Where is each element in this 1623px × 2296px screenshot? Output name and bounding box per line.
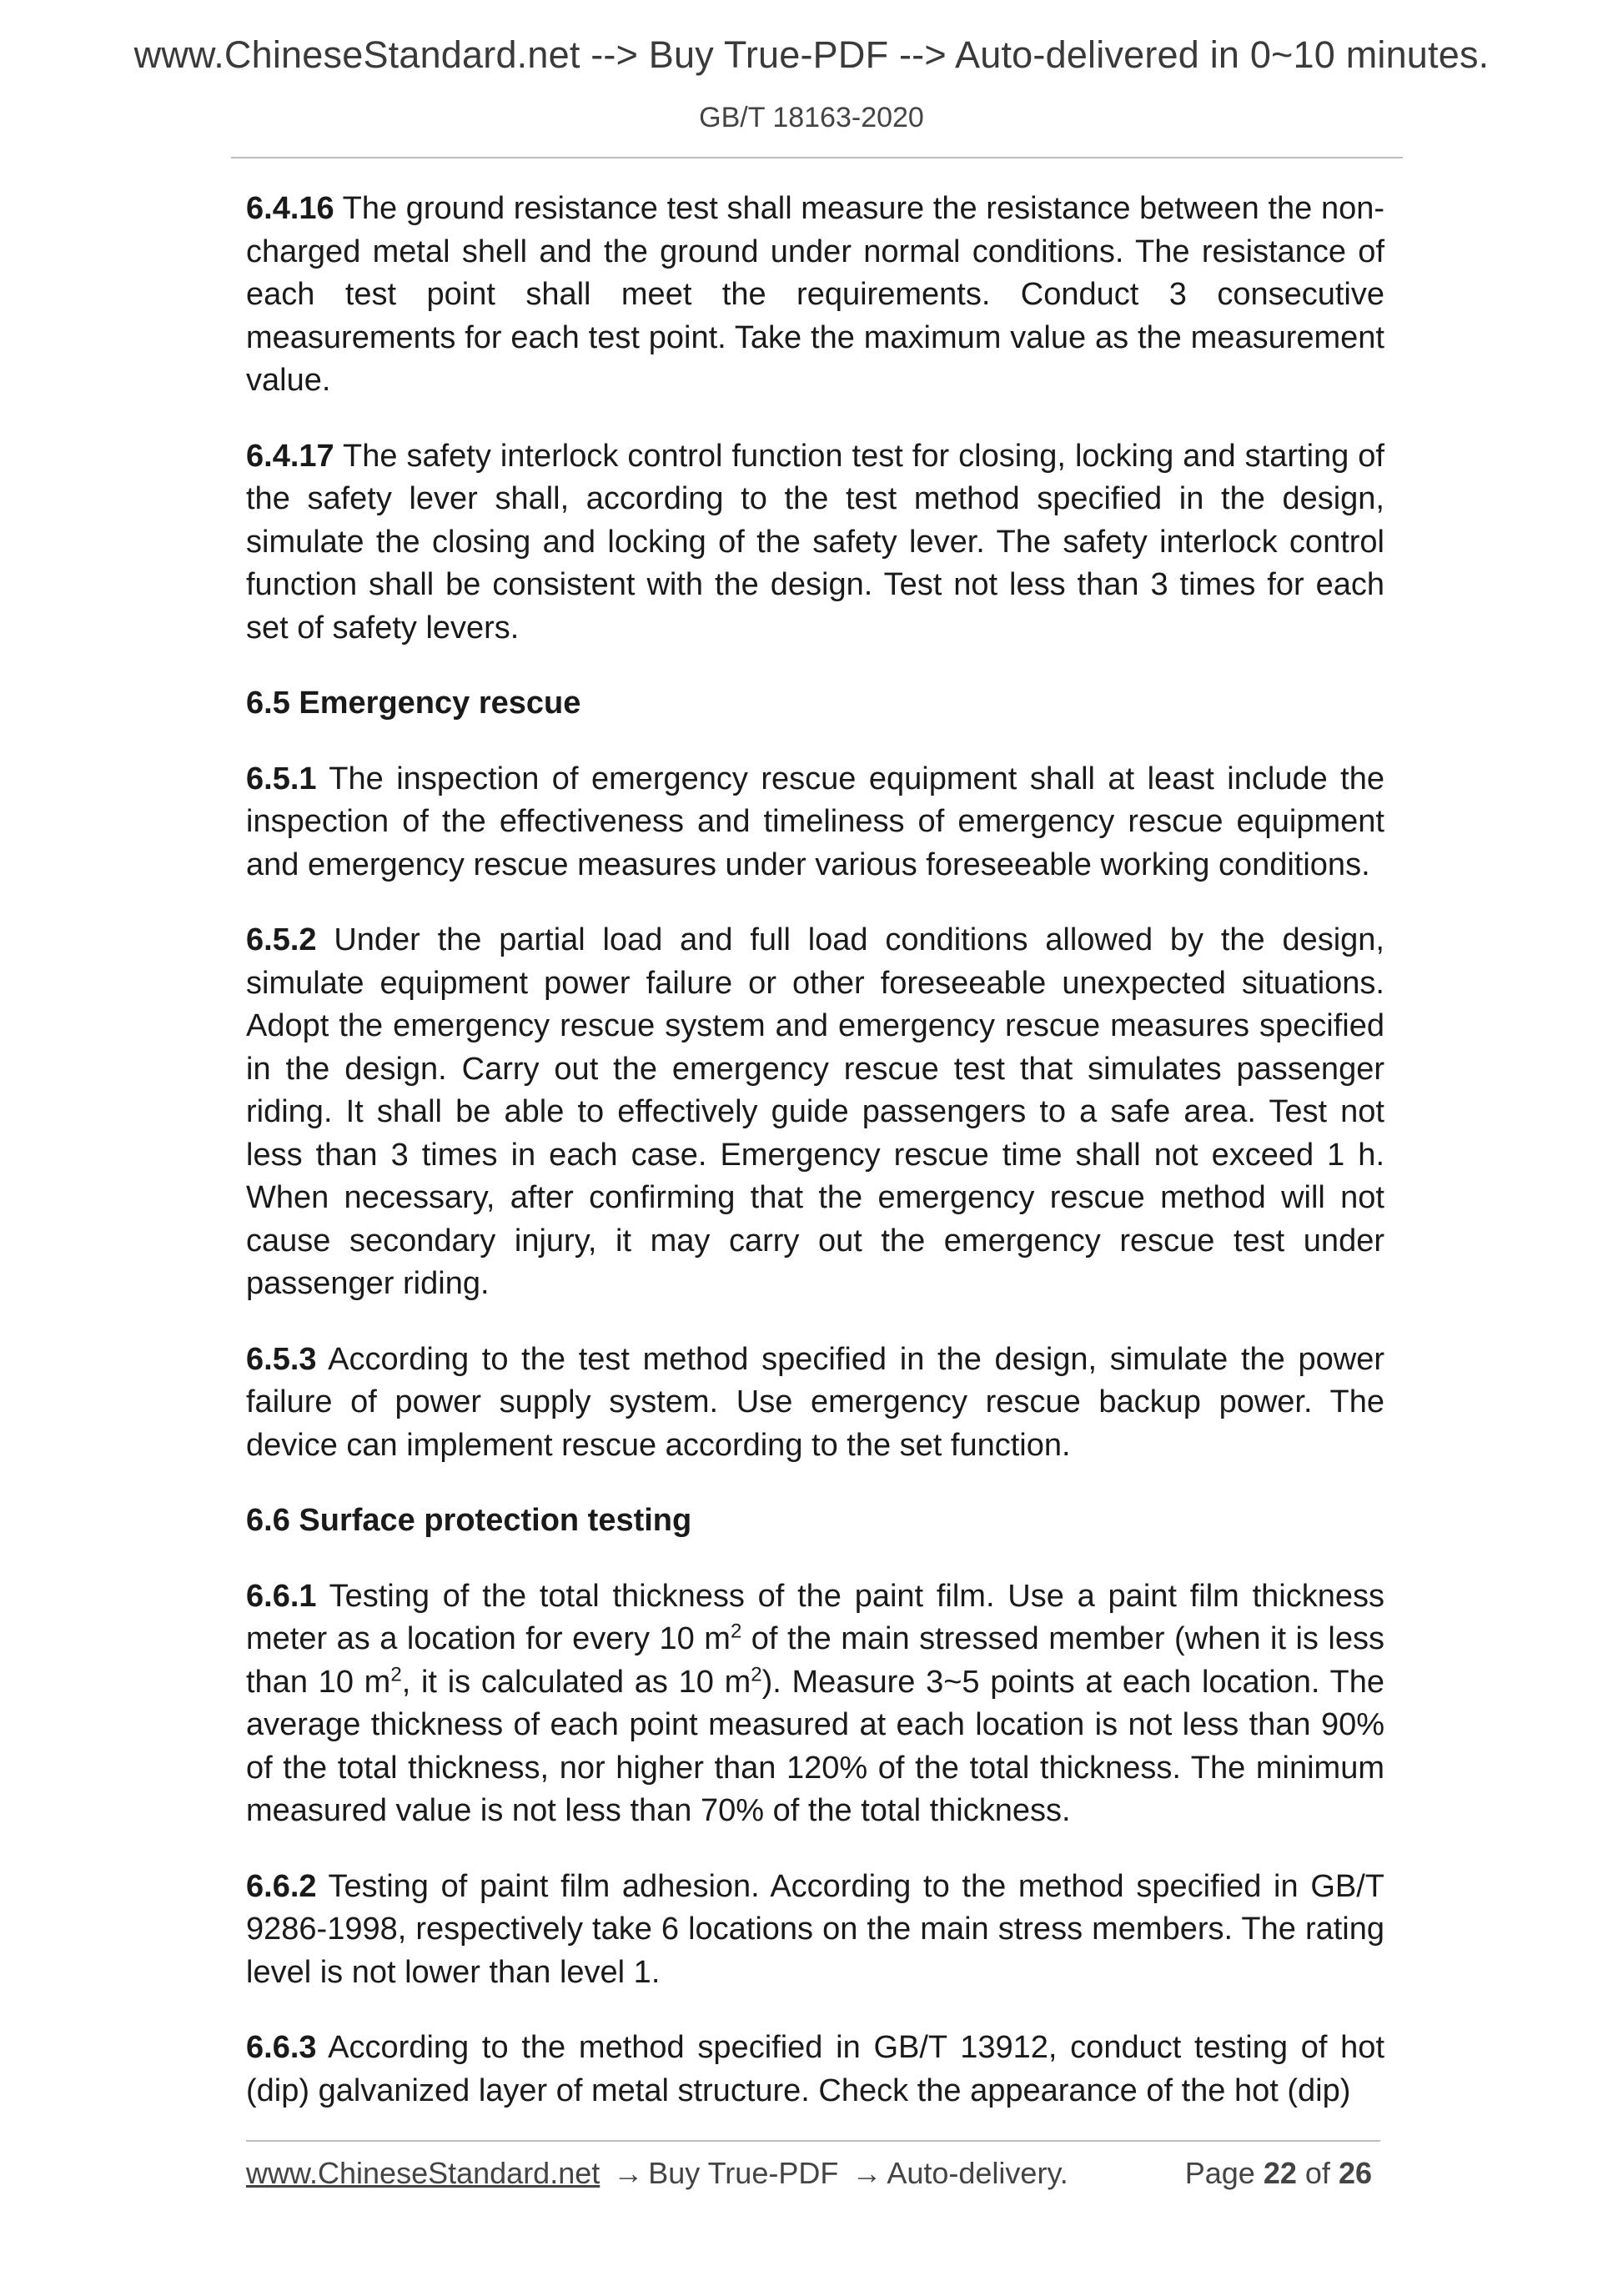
- page-label: Page: [1184, 2156, 1255, 2190]
- page-indicator: [1185, 2156, 1372, 2191]
- clause-number: 6.5.1: [246, 761, 317, 796]
- clause-6-6-1: [246, 1575, 1384, 1833]
- clause-text-part: of the main stressed member (when it is less than 10 m: [246, 1621, 1384, 1700]
- arrow-icon: →: [852, 2156, 882, 2190]
- buy-text: Buy True-PDF: [648, 2156, 839, 2190]
- document-body: [246, 188, 1384, 2145]
- clause-6-4-17: [246, 435, 1384, 651]
- clause-text: According to the method specified in GB/T 13912, conduct testing of hot (dip) galvanized layer of metal structure. Check the appearance of the hot (dip): [246, 2030, 1384, 2108]
- clause-number: 6.6.2: [246, 1868, 317, 1904]
- total-pages: 26: [1338, 2156, 1372, 2190]
- clause-text: The ground resistance test shall measure the resistance between the non-charged metal shell and the ground under normal conditions. The resistance of each test point shall meet the requirements. Conduct 3 consecutive measurements for each test point. Take the maximum value as the measurement value.: [246, 191, 1384, 398]
- superscript: 2: [751, 1662, 762, 1686]
- footer-divider: [246, 2140, 1380, 2142]
- superscript: 2: [390, 1662, 402, 1686]
- clause-text: The inspection of emergency rescue equipment shall at least include the inspection of the effectiveness and timeliness of emergency rescue equipment and emergency rescue measures under various foreseeable working conditions.: [246, 761, 1384, 882]
- clause-number: 6.6.3: [246, 2030, 317, 2065]
- clause-number: 6.5.2: [246, 922, 317, 957]
- clause-text: According to the test method specified in the design, simulate the power failure of power supply system. Use emergency rescue backup power. The device can implement rescue according to the set function.: [246, 1341, 1384, 1463]
- clause-number: 6.6.1: [246, 1578, 317, 1614]
- clause-6-5-3: [246, 1339, 1384, 1468]
- of-label: of: [1304, 2156, 1330, 2190]
- clause-text: Testing of paint film adhesion. According to the method specified in GB/T 9286-1998, respectively take 6 locations on the main stress members. The rating level is not lower than level 1.: [246, 1868, 1384, 1990]
- auto-delivery-text: Auto-delivery.: [887, 2156, 1068, 2190]
- header-divider: [231, 157, 1403, 158]
- top-banner: www.ChineseStandard.net --> Buy True-PDF --> Auto-delivered in 0~10 minutes.: [133, 33, 1490, 76]
- superscript: 2: [730, 1620, 742, 1643]
- clause-number: 6.4.17: [246, 438, 334, 474]
- clause-text-part: , it is calculated as 10 m: [401, 1664, 751, 1700]
- clause-6-6-3: [246, 2027, 1384, 2113]
- arrow-icon: →: [613, 2156, 644, 2190]
- section-heading-6-6: 6.6 Surface protection testing: [246, 1503, 692, 1538]
- clause-6-6-2: [246, 1866, 1384, 1995]
- clause-text-part: ). Measure 3~5 points at each location. The average thickness of each point measured at each location is not less than 90% of the total thickness, nor higher than 120% of the total thickness. The minimum measured value is not less than 70% of the total thickness.: [246, 1664, 1385, 1828]
- document-code: GB/T 18163-2020: [699, 102, 924, 133]
- clause-number: 6.5.3: [246, 1341, 317, 1377]
- clause-6-5-1: [246, 758, 1384, 887]
- section-heading-6-5: 6.5 Emergency rescue: [246, 686, 581, 721]
- site-link[interactable]: www.ChineseStandard.net: [246, 2156, 600, 2190]
- clause-6-5-2: [246, 919, 1384, 1306]
- clause-text-part: Testing of the total thickness of the paint film. Use a paint film thickness meter as a location for every 10 m: [246, 1578, 1384, 1656]
- footer-promo: [246, 2156, 1068, 2191]
- page-footer: [246, 2156, 1380, 2206]
- clause-text: The safety interlock control function test for closing, locking and starting of the safety lever shall, according to the test method specified in the design, simulate the closing and locking of the safety lever. The safety interlock control function shall be consistent with the design. Test not less than 3 times for each set of safety levers.: [246, 438, 1384, 646]
- clause-number: 6.4.16: [246, 191, 334, 226]
- clause-6-4-16: [246, 188, 1384, 403]
- clause-text: Under the partial load and full load conditions allowed by the design, simulate equipment power failure or other foreseeable unexpected situations. Adopt the emergency rescue system and emergency rescue measures specified in the design. Carry out the emergency rescue test that simulates passenger riding. It shall be able to effectively guide passengers to a safe area. Test not less than 3 times in each case. Emergency rescue time shall not exceed 1 h. When necessary, after confirming that the emergency rescue method will not cause secondary injury, it may carry out the emergency rescue test under passenger riding.: [246, 922, 1384, 1301]
- current-page: 22: [1263, 2156, 1297, 2190]
